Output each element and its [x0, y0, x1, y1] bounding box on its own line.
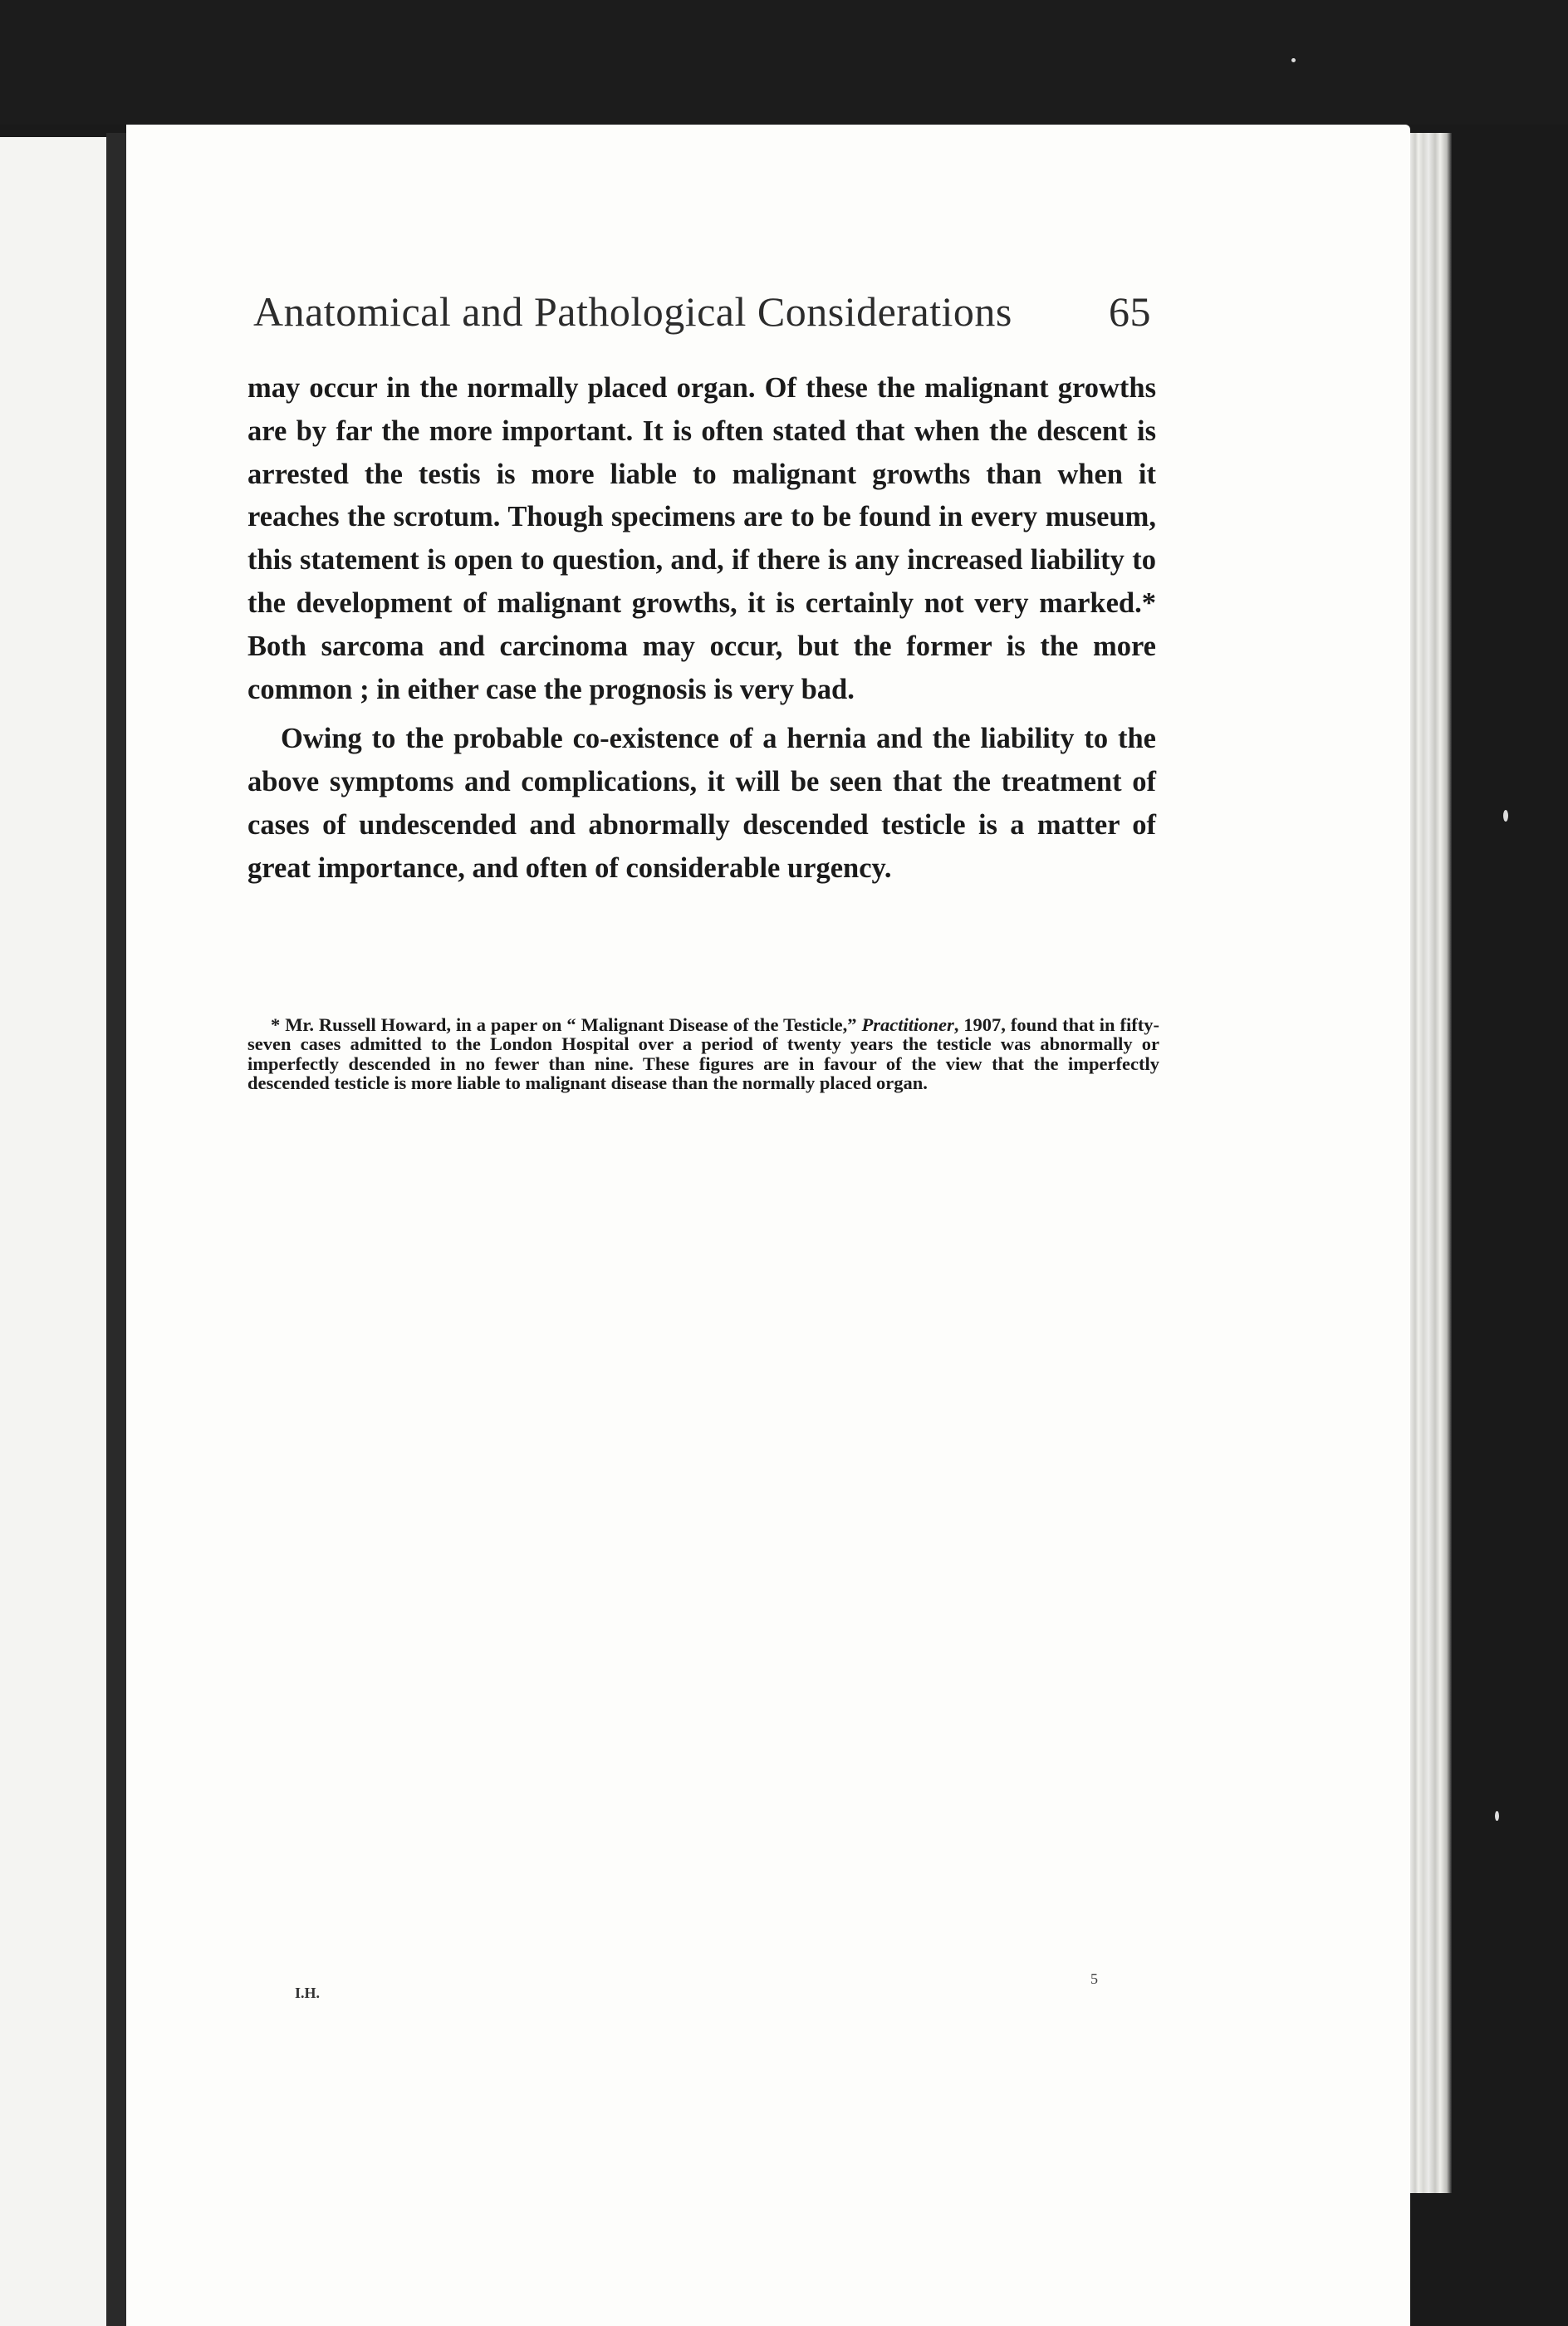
- scan-speck: [1503, 810, 1508, 822]
- running-title: Anatomical and Pathological Considerations: [253, 288, 1012, 335]
- signature-mark: I.H.: [295, 1985, 321, 2001]
- scan-background-top: [0, 0, 1568, 125]
- paragraph: Owing to the probable co-existence of a hernia and the liability to the above symptoms and complications, it will be seen that the treatment of cases of undescended and abnormally descended testicle is a matter of great importance, and often of considerable urgency.: [247, 723, 1156, 884]
- footnote: [247, 1015, 1159, 1093]
- signature-number: 5: [1090, 1970, 1098, 1987]
- running-head: [253, 287, 1167, 336]
- footnote-lead: * Mr. Russell Howard, in a paper on “ Malignant Disease of the Testicle,”: [271, 1014, 862, 1035]
- footnote-rest: , 1907, found that in fifty-seven cases admitted to the London Hospital over a period of twenty years the testicle was abnormally or imperfectly descended in no fewer than nine. These figures are in favour of the view that the imperfectly descended testicle is more liable to malignant disease than the normally placed organ.: [247, 1014, 1159, 1094]
- scan-speck: [1291, 58, 1296, 62]
- facing-page-edge: [0, 137, 106, 2326]
- page-edges-stack: [1410, 133, 1452, 2193]
- book-gutter: [106, 133, 128, 2326]
- paragraph: may occur in the normally placed organ. Of these the malignant growths are by far the more important. It is often stated that when the descent is arrested the testis is more liable to malignant growths than when it reaches the scrotum. Though specimens are to be found in every museum, this statement is open to question, and, if there is any increased liability to the development of malignant growths, it is certainly not very marked.* Both sarcoma and carcinoma may occur, but the former is the more common ; in either case the prognosis is very bad.: [247, 372, 1156, 705]
- body-text: [247, 367, 1156, 891]
- footnote-journal: Practitioner: [861, 1014, 954, 1035]
- page-number: 65: [1109, 288, 1151, 335]
- scan-speck: [1495, 1811, 1499, 1821]
